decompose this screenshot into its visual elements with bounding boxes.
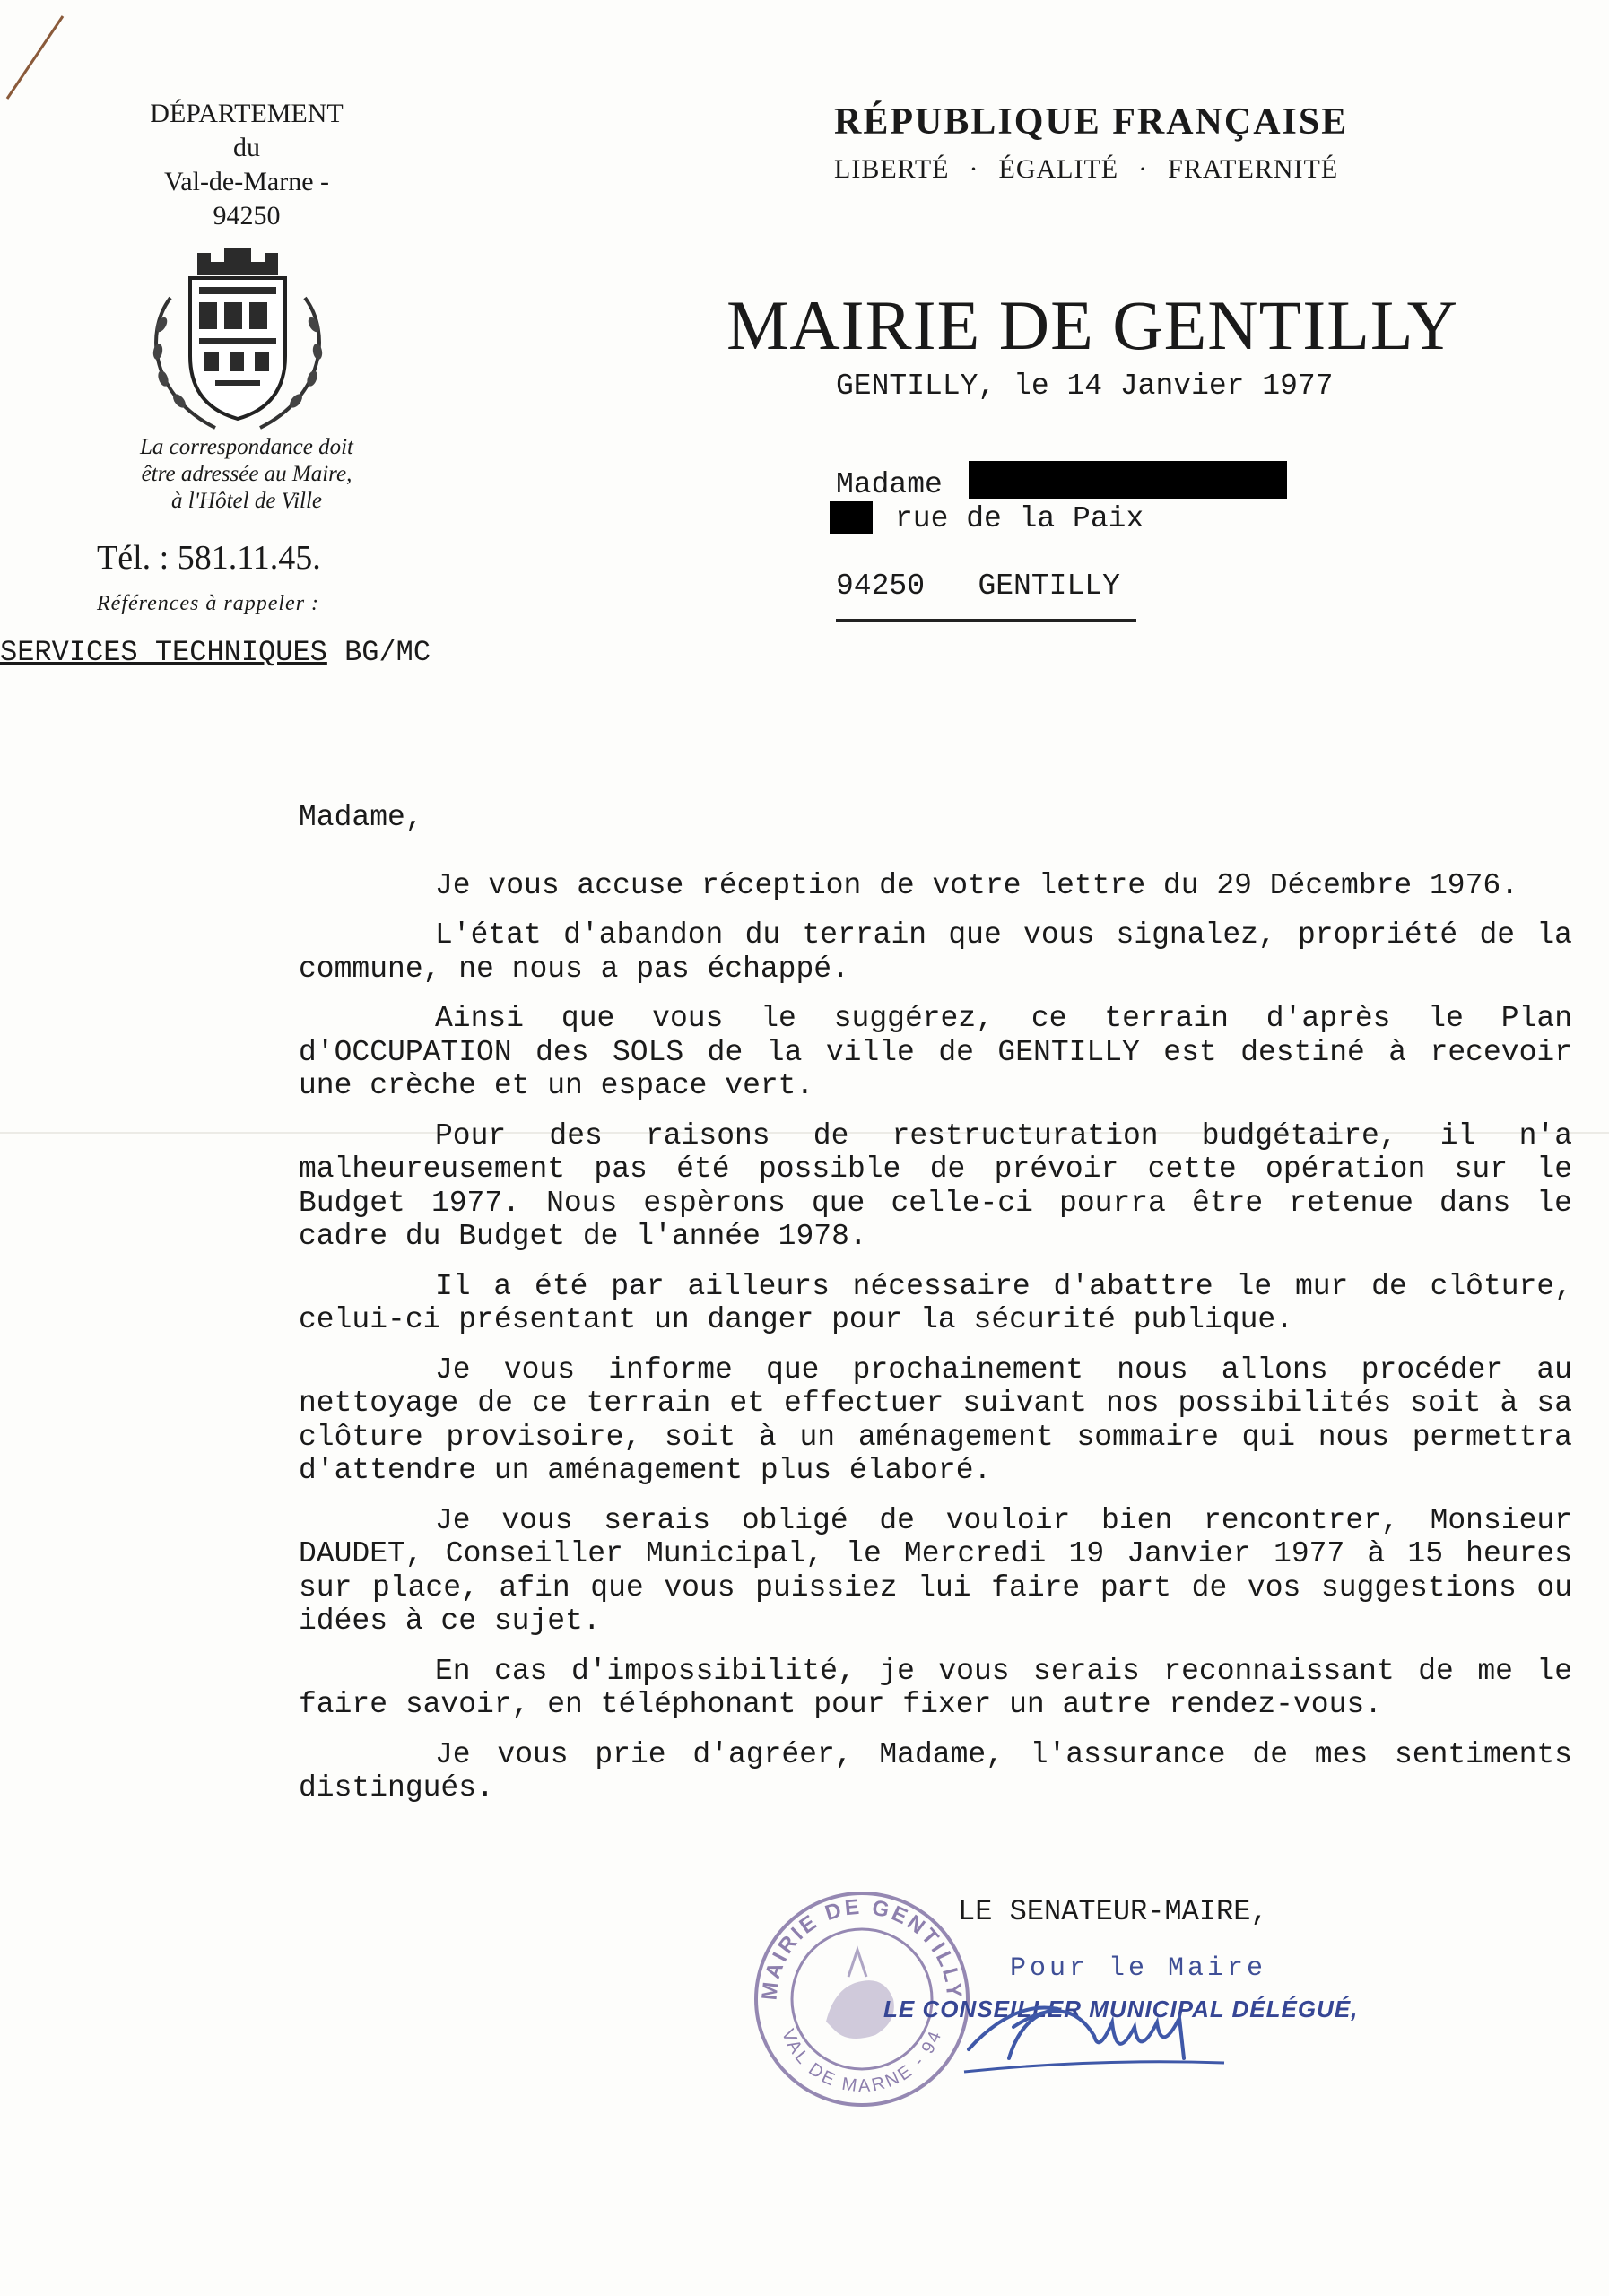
telephone-number: Tél. : 581.11.45. bbox=[97, 539, 321, 577]
letter-paragraph-4: Pour des raisons de restructuration budgétaire, il n'a malheureusement pas été possible de prévoir cette opération sur le Budget 1977. Nous espèrons que celle-ci pourra être retenue dans le cadre du Budget de l'année 1978. bbox=[299, 1118, 1572, 1253]
recipient-city: GENTILLY bbox=[978, 570, 1120, 603]
correspondence-line-3: à l'Hôtel de Ville bbox=[170, 489, 323, 513]
references-label: Références à rappeler : bbox=[97, 592, 320, 615]
recipient-city-line bbox=[836, 570, 1120, 603]
letter-paragraph-1: Je vous accuse réception de votre lettre du 29 Décembre 1976. bbox=[435, 868, 1518, 902]
svg-text:MAIRIE DE GENTILLY: MAIRIE DE GENTILLY bbox=[757, 1894, 967, 2002]
signature-delegate: LE CONSEILLER MUNICIPAL DÉLÉGUÉ, bbox=[883, 1996, 1359, 2022]
letter-paragraph-7: Je vous serais obligé de vouloir bien rencontrer, Monsieur DAUDET, Conseiller Municipal, le Mercredi 19 Janvier 1977 à 15 heures sur place, afin que vous puissiez lui faire part de vos suggestions ou idées à ce sujet. bbox=[299, 1503, 1572, 1638]
motto-fraternite: FRATERNITÉ bbox=[1168, 154, 1339, 184]
department-name: Val-de-Marne - bbox=[163, 167, 330, 196]
motto-liberte: LIBERTÉ bbox=[834, 154, 950, 184]
letter-body bbox=[299, 801, 1572, 1822]
staple-mark bbox=[0, 9, 72, 108]
recipient-postcode: 94250 bbox=[836, 570, 926, 603]
signature-pour-le-maire: Pour le Maire bbox=[1010, 1953, 1267, 1984]
service-name: SERVICES TECHNIQUES bbox=[0, 636, 327, 669]
coat-of-arms-icon bbox=[135, 235, 341, 441]
department-postcode: 94250 bbox=[213, 201, 281, 230]
svg-text:VAL DE MARNE - 94: VAL DE MARNE - 94 bbox=[777, 2026, 947, 2097]
letter-paragraph-8: En cas d'impossibilité, je vous serais reconnaissant de me le faire savoir, en téléphonant pour fixer un autre rendez-vous. bbox=[299, 1654, 1572, 1721]
department-header bbox=[72, 97, 422, 233]
signature-title: LE SENATEUR-MAIRE, bbox=[958, 1895, 1268, 1928]
department-du: du bbox=[233, 133, 260, 162]
service-code: BG/MC bbox=[344, 636, 431, 669]
recipient-salutation: Madame bbox=[836, 468, 943, 501]
republic-title: RÉPUBLIQUE FRANÇAISE bbox=[834, 101, 1349, 143]
letter-paragraph-5: Il a été par ailleurs nécessaire d'abattre le mur de clôture, celui-ci présentant un danger pour la sécurité publique. bbox=[299, 1269, 1572, 1336]
correspondence-note bbox=[72, 434, 422, 515]
letter-date: GENTILLY, le 14 Janvier 1977 bbox=[836, 370, 1334, 403]
correspondence-line-1: La correspondance doit bbox=[140, 435, 353, 459]
letter-salutation: Madame, bbox=[299, 801, 423, 834]
handwritten-signature bbox=[960, 1973, 1229, 2081]
recipient-street: rue de la Paix bbox=[895, 502, 1144, 535]
letter-paragraph-9: Je vous prie d'agréer, Madame, l'assurance de mes sentiments distingués. bbox=[299, 1737, 1572, 1805]
motto-egalite: ÉGALITÉ bbox=[998, 154, 1119, 184]
service-reference bbox=[0, 636, 431, 669]
letter-paragraph-3: Ainsi que vous le suggérez, ce terrain d'après le Plan d'OCCUPATION des SOLS de la ville de GENTILLY est destiné à recevoir une crèche et un espace vert. bbox=[299, 1002, 1572, 1102]
redacted-name bbox=[969, 461, 1287, 499]
redacted-house-number bbox=[830, 501, 873, 534]
letter-paragraph-2: L'état d'abandon du terrain que vous signalez, propriété de la commune, ne nous a pas échappé. bbox=[299, 918, 1572, 986]
mairie-title: MAIRIE DE GENTILLY bbox=[726, 286, 1459, 364]
department-label: DÉPARTEMENT bbox=[150, 99, 344, 128]
letter-paragraph-6: Je vous informe que prochainement nous allons procéder au nettoyage de ce terrain et effectuer suivant nos possibilités soit à sa clôture provisoire, soit à un aménagement sommaire qui nous permettra d'attendre un aménagement plus élaboré. bbox=[299, 1352, 1572, 1487]
address-underline bbox=[836, 619, 1136, 622]
republic-motto: LIBERTÉ · ÉGALITÉ · FRATERNITÉ bbox=[834, 154, 1339, 184]
correspondence-line-2: être adressée au Maire, bbox=[141, 462, 352, 486]
recipient-name-line bbox=[836, 468, 943, 501]
